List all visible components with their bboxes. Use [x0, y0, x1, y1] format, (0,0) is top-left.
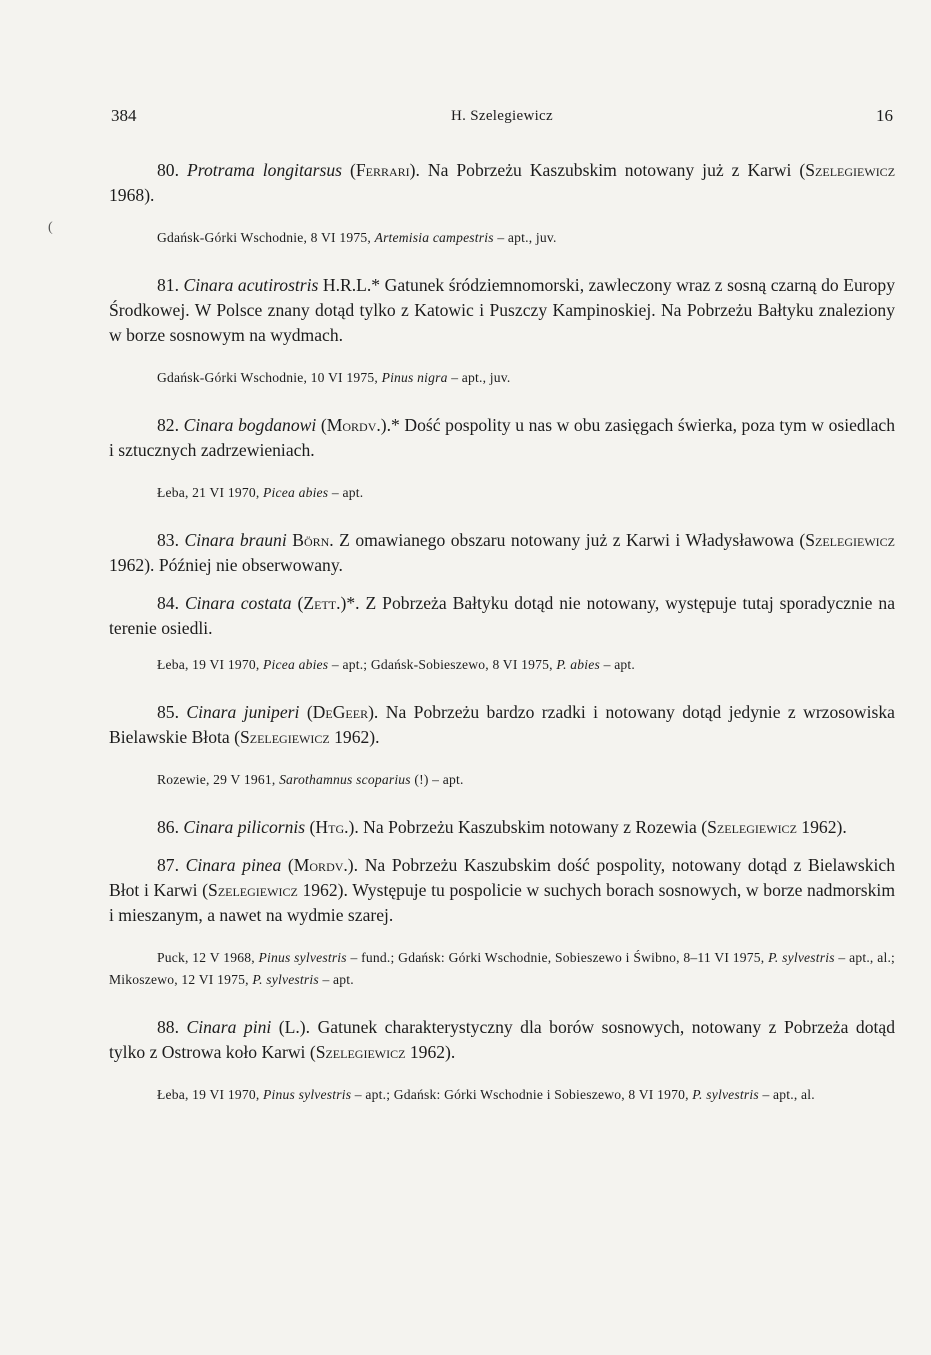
species-name: juniperi [243, 702, 300, 722]
citation-author: Szelegiewicz [239, 727, 330, 747]
record-85 [109, 769, 895, 791]
entry-number: 86. [157, 817, 179, 837]
entry-text: Z omawianego obszaru notowany już z Karwi i Władysławowa ( [339, 530, 806, 550]
citation-author: Szelegiewicz [315, 1042, 406, 1062]
record-text: Łeba, 19 VI 1970, [157, 657, 264, 672]
entry-text: Gatunek charakterystyczny dla borów sosnowych, notowany z Pobrzeża dotąd tylko z Ostrowa koło Karwi ( [109, 1017, 896, 1062]
genus-name: Protrama [187, 160, 255, 180]
genus-name: Cinara [183, 415, 234, 435]
record-tail: – apt. [318, 972, 354, 987]
record-81 [109, 367, 895, 389]
entry-text-cont: 1962). [405, 1042, 456, 1062]
record-text: Puck, 12 V 1968, [157, 950, 259, 965]
genus-name: Cinara [185, 855, 236, 875]
species-entry-85 [109, 700, 895, 750]
margin-mark: ( [48, 220, 53, 235]
record-tail: – apt., juv. [447, 370, 511, 385]
entry-text-cont: 1962). Później nie obserwowany. [109, 555, 343, 575]
record-text: Łeba, 21 VI 1970, [157, 485, 264, 500]
entry-text: Na Pobrzeżu Kaszubskim notowany już z Karwi ( [427, 160, 806, 180]
author-name: H.R.L.* [322, 275, 381, 295]
entry-text: Na Pobrzeżu Kaszubskim notowany z Rozewia ( [363, 817, 708, 837]
running-header [111, 106, 893, 134]
species-entry-80 [109, 158, 895, 208]
species-name: pini [243, 1017, 272, 1037]
genus-name: Cinara [186, 1017, 237, 1037]
record-tail: (!) – apt. [410, 772, 464, 787]
page-number: 384 [111, 106, 137, 125]
entry-number: 83. [157, 530, 179, 550]
record-84 [109, 654, 895, 676]
entry-text-cont: 1962). [329, 727, 380, 747]
species-name: pilicornis [237, 817, 306, 837]
author-name: (DeGeer). [306, 702, 379, 722]
record-88 [109, 1084, 895, 1106]
species-entry-84 [109, 591, 895, 641]
record-text-mid: – apt.; Gdańsk: Górki Wschodnie i Sobieszewo, 8 VI 1970, [351, 1087, 693, 1102]
host-plant: Pinus sylvestris [258, 950, 347, 965]
author-name: (Htg.). [309, 817, 359, 837]
entry-number: 88. [157, 1017, 179, 1037]
species-entry-88 [109, 1015, 895, 1065]
entry-number: 82. [157, 415, 179, 435]
author-name: (Mordv.). [287, 855, 359, 875]
record-text-mid-2: – apt., al.; Mikoszewo, 12 VI 1975, [109, 950, 896, 987]
genus-name: Cinara [186, 702, 237, 722]
host-plant-2: P. sylvestris [768, 950, 835, 965]
host-plant: Pinus sylvestris [263, 1087, 352, 1102]
host-plant: Sarothamnus scoparius [279, 772, 411, 787]
record-tail: – apt., al. [758, 1087, 815, 1102]
running-head: H. Szelegiewicz [451, 108, 553, 124]
entry-text: Gatunek śródziemnomorski, zawleczony wraz z sosną czarną do Europy Środkowej. W Polsce znany dotąd tylko z Katowic i Puszczy Kampinoskiej. Na Pobrzeżu Bałtyku znaleziony w borze sosnowym na wydmach. [109, 275, 896, 345]
citation-author: Szelegiewicz [805, 530, 895, 550]
record-text: Łeba, 19 VI 1970, [157, 1087, 264, 1102]
species-name: costata [240, 593, 292, 613]
entry-text: Na Pobrzeżu Kaszubskim dość pospolity, notowany dotąd z Bielawskich Błot i Karwi ( [109, 855, 895, 900]
genus-name: Cinara [183, 817, 234, 837]
host-plant-3: P. sylvestris [252, 972, 319, 987]
citation-author: Szelegiewicz [805, 160, 896, 180]
entry-number: 85. [157, 702, 179, 722]
entry-number: 84. [157, 593, 179, 613]
entry-number: 81. [157, 275, 179, 295]
species-name: pinea [242, 855, 282, 875]
host-plant-2: P. sylvestris [692, 1087, 759, 1102]
species-name: longitarsus [262, 160, 342, 180]
species-entry-86 [109, 815, 895, 840]
genus-name: Cinara [184, 530, 235, 550]
record-text: Gdańsk-Górki Wschodnie, 8 VI 1975, [157, 230, 375, 245]
entry-text: Z Pobrzeża Bałtyku dotąd nie notowany, występuje tutaj sporadycznie na terenie osiedli. [109, 593, 896, 638]
host-plant: Picea abies [263, 657, 329, 672]
species-entry-83 [109, 528, 895, 578]
article-body [109, 158, 895, 1106]
species-entry-81 [109, 273, 895, 348]
author-name: (Mordv.).* [320, 415, 400, 435]
record-text: Gdańsk-Górki Wschodnie, 10 VI 1975, [157, 370, 382, 385]
genus-name: Cinara [183, 275, 234, 295]
author-name: (Ferrari). [349, 160, 420, 180]
entry-text-cont: 1962). Występuje tu pospolicie w suchych borach sosnowych, w borze nadmorskim i mieszanym, a nawet na wydmie szarej. [109, 880, 895, 925]
record-text-mid: – fund.; Gdańsk: Górki Wschodnie, Sobieszewo i Świbno, 8–11 VI 1975, [346, 950, 769, 965]
species-name: acutirostris [237, 275, 319, 295]
entry-text: Dość pospolity u nas w obu zasięgach świerka, poza tym w osiedlach i sztucznych zadrzewieniach. [109, 415, 896, 460]
species-name: brauni [239, 530, 287, 550]
host-plant: Pinus nigra [381, 370, 448, 385]
species-name: bogdanowi [238, 415, 317, 435]
record-tail: – apt. [600, 657, 635, 672]
author-name: (L.). [278, 1017, 311, 1037]
author-name: (Zett.)*. [297, 593, 360, 613]
host-plant: Picea abies [263, 485, 329, 500]
volume-number: 16 [876, 106, 893, 125]
entry-number: 80. [157, 160, 179, 180]
species-entry-82 [109, 413, 895, 463]
record-tail: – apt., juv. [493, 230, 557, 245]
citation-author: Szelegiewicz [707, 817, 797, 837]
author-name: Börn. [292, 530, 334, 550]
record-82 [109, 482, 895, 504]
entry-text-cont: 1968). [109, 185, 155, 205]
host-plant-2: P. abies [556, 657, 600, 672]
species-entry-87 [109, 853, 895, 928]
record-text-mid: – apt.; Gdańsk-Sobieszewo, 8 VI 1975, [328, 657, 557, 672]
record-text: Rozewie, 29 V 1961, [157, 772, 280, 787]
genus-name: Cinara [184, 593, 235, 613]
record-80 [109, 227, 895, 249]
entry-text: Na Pobrzeżu bardzo rzadki i notowany dotąd jedynie z wrzosowiska Bielawskie Błota ( [109, 702, 895, 747]
record-tail: – apt. [328, 485, 364, 500]
entry-number: 87. [157, 855, 179, 875]
citation-author: Szelegiewicz [208, 880, 298, 900]
host-plant: Artemisia campestris [374, 230, 494, 245]
record-87 [109, 947, 895, 991]
entry-text-cont: 1962). [796, 817, 847, 837]
